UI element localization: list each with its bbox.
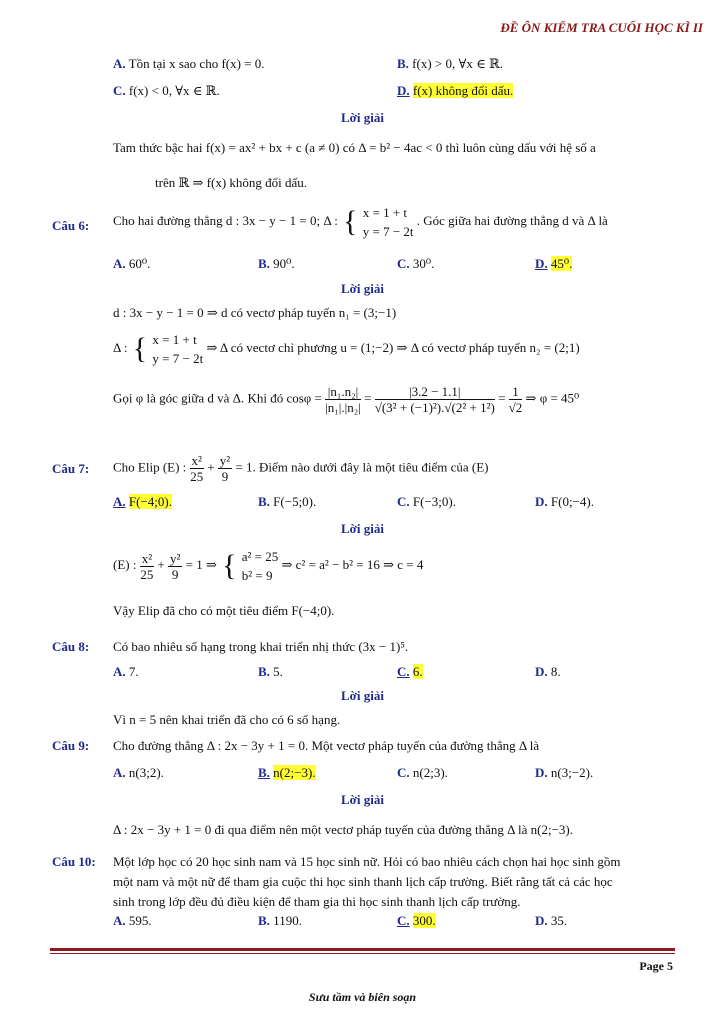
q7-solution-plus: +: [157, 556, 165, 572]
q9-option-d: [535, 765, 593, 781]
q9-option-d-label: D.: [535, 765, 548, 780]
q7-stem: [113, 453, 488, 484]
q6-solution-line2-post: ⇒ Δ có vectơ chỉ phương u = (1;−2) ⇒ Δ có vectơ pháp tuyến n₂ = (2;1): [206, 339, 580, 355]
q9-option-b-label: B.: [258, 765, 270, 780]
q6-system-brace: {: [343, 205, 358, 238]
q9-option-d-text: n(3;−2).: [550, 765, 594, 780]
footer-divider-thick: [50, 948, 675, 951]
q8-option-a: [113, 664, 139, 680]
q7-option-c-label: C.: [397, 494, 410, 509]
q9-number: Câu 9:: [52, 738, 90, 753]
q6-frac2-numerator: |3.2 − 1.1|: [375, 384, 495, 400]
q7-solution-fraction-y: [168, 551, 182, 582]
q5-solution-line1: Tam thức bậc hai f(x) = ax² + bx + c (a ≠ 0) có Δ = b² − 4ac < 0 thì luôn cùng dấu với hệ số a: [113, 140, 596, 155]
q7-option-a-text: F(−4;0).: [128, 494, 172, 509]
q7-option-a-label: A.: [113, 494, 126, 509]
q6-solution-line3: [113, 384, 579, 415]
footer-source: Sưu tầm và biên soạn: [308, 990, 417, 1004]
q7-option-c-text: F(−3;0).: [412, 494, 456, 509]
q10-option-a-text: 595.: [128, 913, 152, 928]
q9-solution-line: Δ : 2x − 3y + 1 = 0 đi qua điểm nên một vectơ pháp tuyến của đường thẳng Δ là n(2;−3).: [113, 822, 574, 837]
q10-option-c-text: 300.: [412, 913, 436, 928]
q7-solution-eq2: b² = 9: [241, 568, 273, 583]
q6-solution-line1: d : 3x − y − 1 = 0 ⇒ d có vectơ pháp tuyến n₁ = (3;−1): [113, 305, 397, 320]
q7-option-b-label: B.: [258, 494, 270, 509]
q5-option-b: [397, 56, 503, 72]
q7-fraction-x-num: x²: [191, 453, 202, 468]
q7-option-b: [258, 494, 316, 510]
q9-option-a: [113, 765, 164, 781]
q6-option-a-text: 60⁰.: [128, 256, 151, 271]
q6-number: Câu 6:: [52, 218, 90, 233]
q7-solution-pre: (E) :: [113, 556, 137, 572]
q10-option-b-label: B.: [258, 913, 270, 928]
q6-solution-system-label: Δ :: [113, 339, 128, 355]
q5-option-c: [113, 83, 220, 99]
q8-solution-title: Lời giải: [341, 688, 384, 703]
q6-solution-line3-post: ⇒ φ = 45⁰: [525, 390, 580, 406]
q6-option-a: [113, 256, 150, 272]
q6-option-d: [535, 256, 572, 272]
q6-option-c: [397, 256, 434, 272]
q9-option-c-text: n(2;3).: [412, 765, 448, 780]
q5-option-a-text: Tồn tại x sao cho f(x) = 0.: [128, 56, 265, 71]
q10-stem-line1: Một lớp học có 20 học sinh nam và 15 học sinh nữ. Hỏi có bao nhiêu cách chọn hai học sinh gồm: [113, 854, 621, 869]
q6-cos-fraction-1: [325, 384, 361, 415]
q9-option-a-label: A.: [113, 765, 126, 780]
q6-cos-fraction-2: [375, 384, 495, 415]
q10-stem-line2: một nam và một nữ để tham gia cuộc thi học sinh thanh lịch cấp trường. Biết rằng tất cả các học: [113, 874, 613, 889]
q7-solution-fraction-x: [140, 551, 154, 582]
q5-option-c-text: f(x) < 0, ∀x ∈ ℝ.: [128, 83, 220, 98]
q6-solution-brace: {: [132, 332, 148, 365]
q6-frac1-numerator: |n₁.n₂|: [325, 384, 361, 400]
page-header-title: ĐỀ ÔN KIỂM TRA CUỐI HỌC KÌ II: [500, 20, 703, 35]
q5-option-d-text: f(x) không đổi dấu.: [412, 83, 514, 98]
q7-fraction-y-num: y²: [219, 453, 231, 468]
q8-option-b-label: B.: [258, 664, 270, 679]
q10-option-d-label: D.: [535, 913, 548, 928]
q10-option-b: [258, 913, 302, 929]
q6-solution-eq2: y = 7 − 2t: [152, 351, 204, 366]
q7-option-a: [113, 494, 172, 510]
q8-option-c-text: 6.: [412, 664, 423, 679]
q6-system-eq2: y = 7 − 2t: [362, 224, 414, 239]
q6-solution-line2: [113, 330, 580, 368]
q9-option-b-text: n(2;−3).: [273, 765, 316, 780]
footer-page-number: Page 5: [639, 959, 673, 973]
q8-number: Câu 8:: [52, 639, 90, 654]
q10-number: Câu 10:: [52, 854, 96, 869]
q8-option-a-label: A.: [113, 664, 126, 679]
q8-option-c: [397, 664, 423, 680]
q5-option-d: [397, 83, 513, 99]
q9-option-c-label: C.: [397, 765, 410, 780]
q6-system: [363, 203, 414, 241]
q7-solution-post: ⇒ c² = a² − b² = 16 ⇒ c = 4: [281, 556, 424, 572]
q6-option-c-label: C.: [397, 256, 410, 271]
q7-solution-system: [242, 547, 279, 585]
q6-option-a-label: A.: [113, 256, 126, 271]
q8-option-a-text: 7.: [128, 664, 139, 679]
q6-stem-post: . Góc giữa hai đường thẳng d và Δ là: [416, 212, 608, 228]
q5-option-d-label: D.: [397, 83, 410, 98]
q7-plus: +: [207, 459, 215, 475]
q7-solution-brace: {: [222, 549, 237, 582]
q10-option-d-text: 35.: [550, 913, 568, 928]
q10-stem-line3: sinh trong lớp đều đủ điều kiện để tham gia thi học sinh thanh lịch cấp trường.: [113, 894, 521, 909]
q7-stem-pre: Cho Elip (E) :: [113, 459, 187, 475]
q7-solution-fraction-y-num: y²: [169, 550, 181, 566]
q5-solution-line2: trên ℝ ⇒ f(x) không đổi dấu.: [155, 175, 308, 190]
q10-option-d: [535, 913, 567, 929]
q10-option-c-label: C.: [397, 913, 410, 928]
q6-option-c-text: 30⁰.: [412, 256, 435, 271]
q8-option-b-text: 5.: [273, 664, 283, 679]
q5-option-a: [113, 56, 265, 72]
q7-solution-eq1: a² = 25: [241, 549, 279, 564]
footer-divider-thin: [50, 953, 675, 954]
q10-option-a-label: A.: [113, 913, 126, 928]
q6-option-d-label: D.: [535, 256, 548, 271]
q6-frac2-denominator: √(3² + (−1)²).√(2² + 1²): [374, 400, 495, 415]
q7-fraction-y: [218, 453, 232, 484]
q10-option-a: [113, 913, 152, 929]
q5-solution-title: Lời giải: [341, 110, 384, 125]
q6-option-d-text: 45⁰.: [550, 256, 573, 271]
q7-option-c: [397, 494, 456, 510]
q6-system-eq1: x = 1 + t: [362, 205, 408, 220]
q6-equals-2: =: [498, 390, 506, 406]
q5-option-a-label: A.: [113, 56, 126, 71]
q7-solution-mid: = 1 ⇒: [185, 556, 217, 572]
q6-solution-eq1: x = 1 + t: [152, 332, 197, 347]
q7-number: Câu 7:: [52, 461, 90, 476]
q7-solution-conclusion: Vậy Elip đã cho có một tiêu điểm F(−4;0).: [113, 603, 335, 618]
q6-equals-1: =: [364, 390, 372, 406]
q9-option-c: [397, 765, 448, 781]
q7-option-d-text: F(0;−4).: [550, 494, 594, 509]
q5-option-b-text: f(x) > 0, ∀x ∈ ℝ.: [412, 56, 504, 71]
q9-stem: Cho đường thẳng Δ : 2x − 3y + 1 = 0. Một vectơ pháp tuyến của đường thẳng Δ là: [113, 738, 540, 753]
q7-solution-line1: [113, 547, 423, 585]
q6-frac1-denominator: |n₁|.|n₂|: [325, 400, 361, 415]
q10-option-b-text: 1190.: [273, 913, 302, 928]
q7-fraction-y-den: 9: [221, 469, 229, 484]
q5-option-b-label: B.: [397, 56, 409, 71]
q8-option-d-text: 8.: [550, 664, 561, 679]
q9-solution-title: Lời giải: [341, 792, 384, 807]
q8-option-b: [258, 664, 283, 680]
q7-solution-title: Lời giải: [341, 521, 384, 536]
q7-stem-post: = 1. Điểm nào dưới đây là một tiêu điểm của (E): [235, 459, 489, 475]
q9-option-a-text: n(3;2).: [128, 765, 164, 780]
q6-frac3-numerator: 1: [509, 384, 523, 400]
q7-solution-fraction-x-num: x²: [141, 550, 153, 566]
q8-option-d-label: D.: [535, 664, 548, 679]
q6-option-b-text: 90⁰.: [273, 256, 295, 271]
q8-solution-line: Vì n = 5 nên khai triển đã cho có 6 số hạng.: [113, 712, 341, 727]
q7-option-d: [535, 494, 594, 510]
q7-fraction-x-den: 25: [190, 469, 204, 484]
q8-option-c-label: C.: [397, 664, 410, 679]
q6-solution-system: [152, 330, 203, 368]
q6-solution-title: Lời giải: [341, 281, 384, 296]
q5-option-c-label: C.: [113, 83, 126, 98]
q6-stem: [113, 203, 608, 241]
q7-option-d-label: D.: [535, 494, 548, 509]
q8-stem: Có bao nhiêu số hạng trong khai triển nhị thức (3x − 1)⁵.: [113, 639, 409, 654]
q6-cos-fraction-3: [509, 384, 523, 415]
q7-solution-fraction-x-den: 25: [140, 566, 154, 582]
q7-solution-fraction-y-den: 9: [171, 566, 179, 582]
q6-option-b: [258, 256, 295, 272]
q6-frac3-denominator: √2: [508, 400, 523, 415]
q7-option-b-text: F(−5;0).: [273, 494, 317, 509]
q8-option-d: [535, 664, 561, 680]
q6-option-b-label: B.: [258, 256, 270, 271]
q7-fraction-x: [190, 453, 204, 484]
q6-stem-pre: Cho hai đường thẳng d : 3x − y − 1 = 0; Δ :: [113, 212, 338, 228]
q6-solution-line3-pre: Gọi φ là góc giữa d và Δ. Khi đó cosφ =: [113, 390, 322, 406]
q10-option-c: [397, 913, 436, 929]
q9-option-b: [258, 765, 316, 781]
